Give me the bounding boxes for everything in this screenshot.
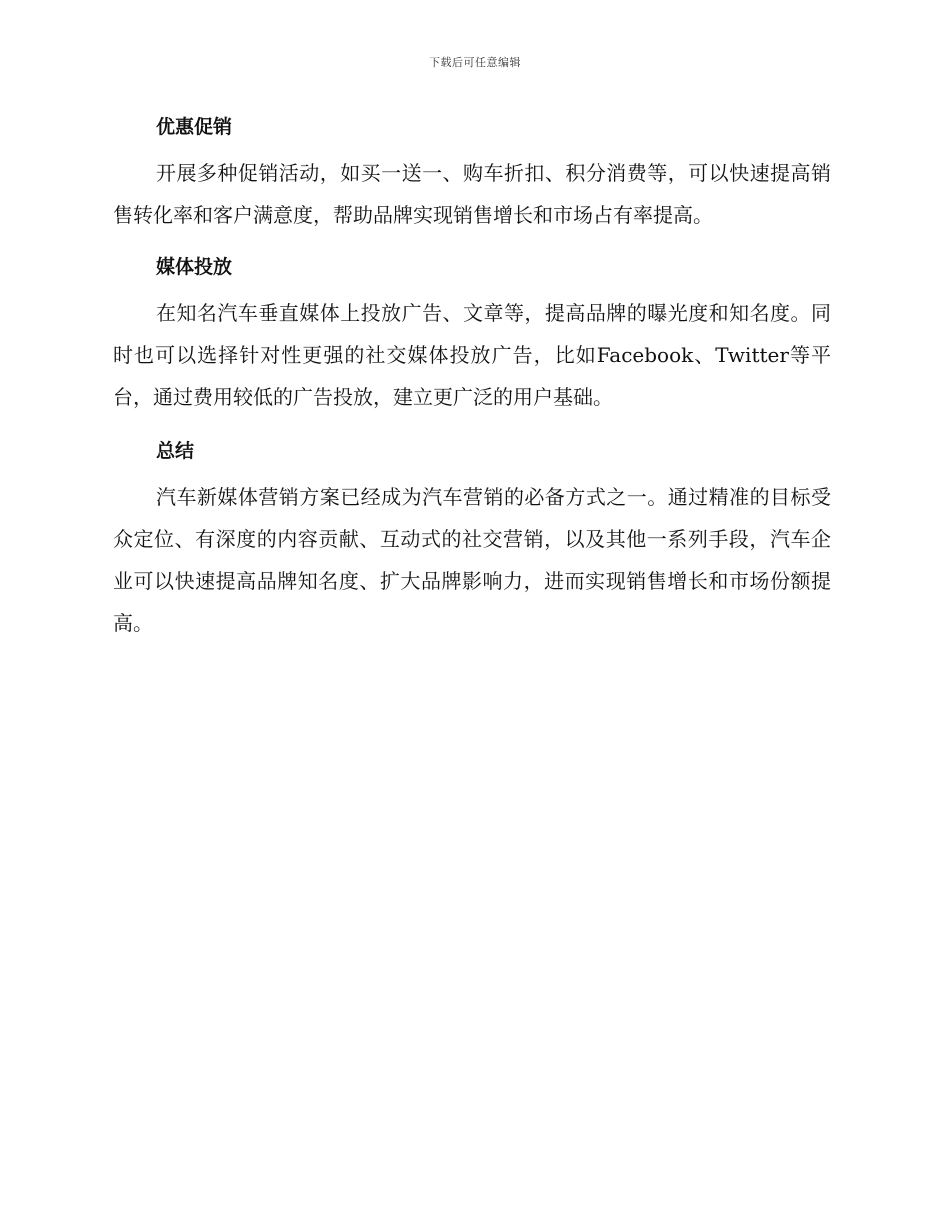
section-heading-promotion: 优惠促销 bbox=[156, 116, 233, 138]
section-paragraph-promotion: 开展多种促销活动，如买一送一、购车折扣、积分消费等，可以快速提高销售转化率和客户满意度，帮助品牌实现销售增长和市场占有率提高。 bbox=[113, 161, 831, 227]
section-heading-summary: 总结 bbox=[156, 440, 195, 462]
document-body bbox=[113, 108, 831, 644]
section-paragraph-summary: 汽车新媒体营销方案已经成为汽车营销的必备方式之一。通过精准的目标受众定位、有深度的内容贡献、互动式的社交营销，以及其他一系列手段，汽车企业可以快速提高品牌知名度、扩大品牌影响力，进而实现销售增长和市场份额提高。 bbox=[113, 485, 831, 635]
section-paragraph-media: 在知名汽车垂直媒体上投放广告、文章等，提高品牌的曝光度和知名度。同时也可以选择针对性更强的社交媒体投放广告，比如Facebook、Twitter等平台，通过费用较低的广告投放，建立更广泛的用户基础。 bbox=[113, 301, 831, 409]
section-heading-media: 媒体投放 bbox=[156, 256, 233, 278]
header-note: 下载后可任意编辑 bbox=[429, 56, 521, 69]
